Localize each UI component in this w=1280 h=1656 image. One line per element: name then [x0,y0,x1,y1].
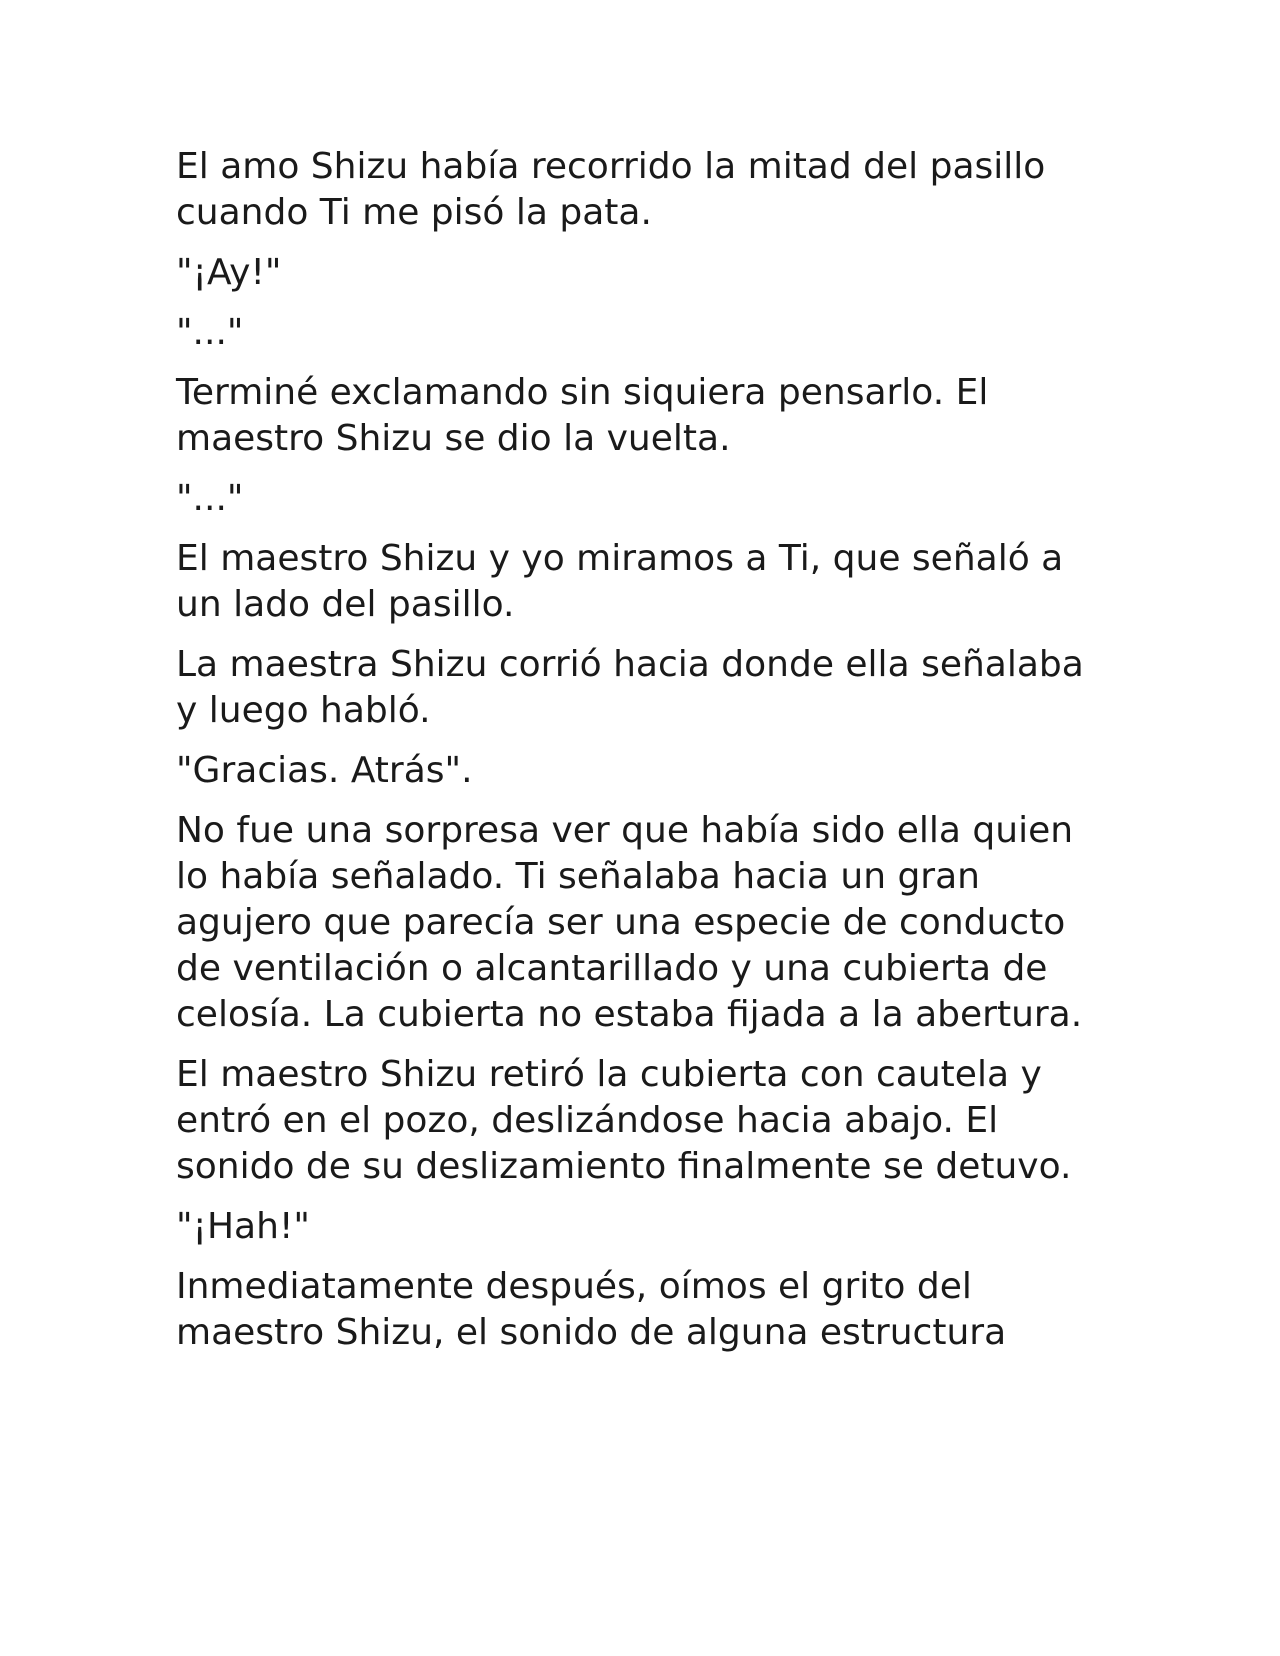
paragraph-4: Terminé exclamando sin siquiera pensarlo. El maestro Shizu se dio la vuelta. [176,372,989,459]
document-page [176,144,1096,1370]
paragraph-7: La maestra Shizu corrió hacia donde ella señalaba y luego habló. [176,644,1084,731]
paragraph-2: "¡Ay!" [176,252,282,293]
paragraph-1: El amo Shizu había recorrido la mitad del pasillo cuando Ti me pisó la pata. [176,146,1046,233]
paragraph-6: El maestro Shizu y yo miramos a Ti, que señaló a un lado del pasillo. [176,538,1064,625]
paragraph-11: "¡Hah!" [176,1206,310,1247]
paragraph-8: "Gracias. Atrás". [176,750,473,791]
paragraph-3: "..." [176,312,244,353]
paragraph-12: Inmediatamente después, oímos el grito del maestro Shizu, el sonido de alguna estructura [176,1266,1007,1353]
paragraph-10: El maestro Shizu retiró la cubierta con cautela y entró en el pozo, deslizándose hacia abajo. El sonido de su deslizamiento finalmente se detuvo. [176,1054,1072,1187]
paragraph-5: "..." [176,478,244,519]
paragraph-9: No fue una sorpresa ver que había sido ella quien lo había señalado. Ti señalaba hacia un gran agujero que parecía ser una especie de conducto de ventilación o alcantarillado y una cubierta de celosía. La cubierta no estaba fijada a la abertura. [176,810,1083,1035]
